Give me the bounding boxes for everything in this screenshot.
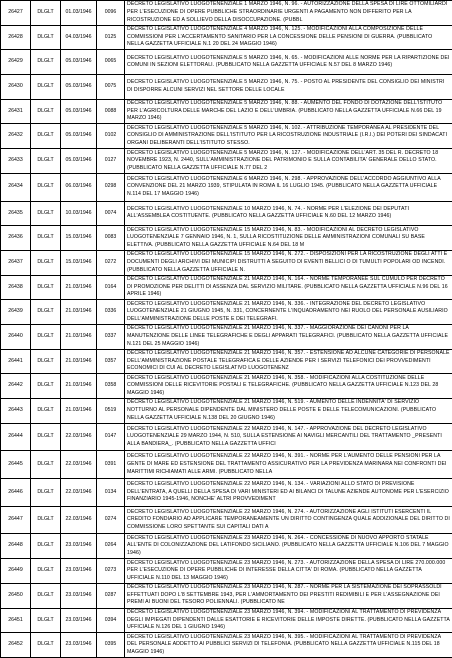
- act-number-cell: 0074: [97, 201, 125, 226]
- act-description-cell: DECRETO LEGISLATIVO LUOGOTENENZIALE 4 MARZO 1946, N. 125. - MODIFICAZIONI ALLA COMPOSIZIONE DELLE COMMISSIONI PER L'ACCERTAMENTO SANITARIO PER LA CONCESSIONE DELLE PENSIONI DI GUERRA. (PUBBLICATO NELLA GAZZETTA UFFICIALE N.1 20 DEL 24 MAGGIO 1946): [125, 25, 452, 50]
- act-number-cell: 0274: [97, 506, 125, 534]
- act-date-cell: 05.03/1946: [61, 149, 97, 174]
- table-row: [1, 124, 452, 149]
- act-description-cell: DECRETO LEGISLATIVO LUOGOTENENZIALE 21 MARZO 1946, N. 519. - AUMENTO DELLE INDENNITA' DI SERVIZIO NOTTURNO AL PERSONALE DIPENDENTE DAL MINISTERO DELLE POSTE E DELLE TELECOMUNICAZIONI. (PUBBLICATO NELLA GAZZETTA UFFICIALE N.138 DEL 20 GIUGNO 1946): [125, 399, 452, 424]
- act-type-cell: DLGLT: [31, 50, 61, 75]
- record-number-cell: 26433: [1, 149, 31, 174]
- act-type-cell: DLGLT: [31, 349, 61, 374]
- record-number-cell: 26447: [1, 506, 31, 534]
- table-row: [1, 201, 452, 226]
- act-date-cell: 21.03/1946: [61, 399, 97, 424]
- record-number-cell: 26450: [1, 583, 31, 608]
- act-number-cell: 0357: [97, 349, 125, 374]
- act-date-cell: 06.03/1946: [61, 173, 97, 201]
- act-number-cell: 0088: [97, 99, 125, 124]
- act-number-cell: 0391: [97, 451, 125, 479]
- act-description-cell: DECRETO LEGISLATIVO LUOGOTENENZIALE 1 MARZO 1946, N. 96. - AUTORIZZAZIONE DELLA SPESA DI LIRE OTTOMILIARDI PER L'ESECUZIONE DI OPERE PUBBLICHE STRAORDINARIE URGENTI A PAGAMENTO NON DIFFERITO PER LA RICOSTRUZIONE ED A SOLLIEVO DELLA DISOCCUPAZIONE. (PUBBL: [125, 1, 452, 26]
- act-description-cell: DECRETO LEGISLATIVO LUOGOTENENZIALE 23 MARZO 1946, N. 264. - CONCESSIONE DI NUOVO APPORTO STATALE ALL'ENTE DI COLONIZZAZIONE DEL LATIFONDO SICILIANO. (PUBBLICATO NELLA GAZZETTA UFFICIALE N.106 DEL 7 MAGGIO 1946): [125, 534, 452, 559]
- act-date-cell: 05.03/1946: [61, 124, 97, 149]
- table-row: [1, 149, 452, 174]
- record-number-cell: 26437: [1, 250, 31, 275]
- act-description-cell: DECRETO LEGISLATIVO LUOGOTENENZIALE 15 MARZO 1946, N. 272. - DISPOSIZIONI PER LA RICOSTRUZIONE DEGLI ATTI E DOCUMENTI DEGLI ARCHIVI DEI MUNICIPI DISTRUTTI A SEGUITO DI EVENTI BELLICI O DI TUMULTI POPOLARI OD INCENDI. (PUBBLICATO NELLA GAZZETTA UFFICIALE N.: [125, 250, 452, 275]
- act-description-cell: DECRETO LEGISLATIVO LUOGOTENENZIALE 5 MARZO 1946, N. 127. - MODIFICAZIONE DELL'ART. 35 DEL R. DECRETO 18 NOVEMBRE 1923, N. 2440, SULL'AMMINISTRAZIONE DEL PATRIMONIO E SULLA CONTABILITA' GENERALE DELLO STATO. (PUBBLICATO NELLA GAZZETTA UFFICIALE N.77 DEL 2: [125, 149, 452, 174]
- table-row: [1, 506, 452, 534]
- act-description-cell: DECRETO LEGISLATIVO LUOGOTENENZIALE 21 MARZO 1946, N. 357. - ESTENSIONE AD ALCUNE CATEGORIE DI PERSONALE DELL'AMMINISTRAZIONE POSTALE TELEGRAFICA E DELLE AZIENDE PER I SERVIZI TELEFONICI DEI PROVVEDIMENTI ECONOMICI DI CUI AL DECRETO LEGISLATIVO LUOGOTENENZ: [125, 349, 452, 374]
- record-number-cell: 26431: [1, 99, 31, 124]
- act-type-cell: DLGLT: [31, 201, 61, 226]
- act-number-cell: 0394: [97, 608, 125, 633]
- record-number-cell: 26449: [1, 559, 31, 584]
- record-number-cell: 26436: [1, 226, 31, 251]
- act-date-cell: 21.03/1946: [61, 349, 97, 374]
- table-row: [1, 559, 452, 584]
- act-date-cell: 21.03/1946: [61, 374, 97, 399]
- record-number-cell: 26452: [1, 633, 31, 658]
- record-number-cell: 26443: [1, 399, 31, 424]
- act-type-cell: DLGLT: [31, 534, 61, 559]
- act-number-cell: 0336: [97, 300, 125, 325]
- act-description-cell: DECRETO LEGISLATIVO LUOGOTENENZIALE 23 MARZO 1946, N. 273. - AUTORIZZAZIONE DELLA SPESA DI LIRE 270.000.000 PER L'ESECUZIONE DI OPERE PUBBLICHE DI INTERESSE DELLA CITTA' DI ROMA. (PUBBLICATO NELLA GAZZETTA UFFICIALE N.110 DEL 13 MAGGIO 1946): [125, 559, 452, 584]
- act-type-cell: DLGLT: [31, 583, 61, 608]
- act-description-cell: DECRETO LEGISLATIVO LUOGOTENENZIALE 22 MARZO 1946, N. 134. - VARIAZIONI ALLO STATO DI PREVISIONE DELL'ENTRATA, A QUELLI DELLA SPESA DI VARI MINISTERI ED AI BILANCI DI TALUNE AZIENDE AUTONOME PER L'ESERCIZIO FINANZIARIO 1945-1946, NONCHE' ALTRI PROVVEDIMENT: [125, 479, 452, 507]
- act-date-cell: 23.03/1946: [61, 583, 97, 608]
- act-description-cell: DECRETO LEGISLATIVO LUOGOTENENZIALE 21 MARZO 1946, N. 164. - NORME TEMPORANEE SUL CUMULO PER DECRETO DI PROMOZIONE PER DELITTI DI ASSENZA DAL SERVIZIO MILITARE. (PUBBLICATO NELLA GAZZETTA UFFICIALE N.96 DEL 16 APRILE 1946): [125, 275, 452, 300]
- act-number-cell: 0395: [97, 633, 125, 658]
- table-row: [1, 534, 452, 559]
- table-row: [1, 324, 452, 349]
- act-date-cell: 22.03/1946: [61, 506, 97, 534]
- table-row: [1, 99, 452, 124]
- act-number-cell: 0272: [97, 250, 125, 275]
- act-description-cell: DECRETO LEGISLATIVO LUOGOTENENZIALE 15 MARZO 1946, N. 83. - MODIFICAZIONI AL DECRETO LEGISLATIVO LUOGOTENENZIALE 7 GENNAIO 1946, N. 1, SULLA RICOSTITUZIONE DELLE AMMINISTRAZIONI COMUNALI SU BASE ELETTIVA. (PUBBLICATO NELLA GAZZETTA UFFICIALE N.64 DEL 18 M: [125, 226, 452, 251]
- act-number-cell: 0164: [97, 275, 125, 300]
- record-number-cell: 26446: [1, 479, 31, 507]
- table-row: [1, 349, 452, 374]
- act-type-cell: DLGLT: [31, 300, 61, 325]
- act-description-cell: DECRETO LEGISLATIVO LUOGOTENENZIALE 5 MARZO 1946, N. 75. - POSTO AL PRESIDENTE DEL CONSIGLIO DEI MINISTRI DI DISPORRE ALCUNI SERVIZI NEL SETTORE DELLE LOCALE: [125, 75, 452, 100]
- act-description-cell: DECRETO LEGISLATIVO LUOGOTENENZIALE 5 MARZO 1946, N. 65. - MODIFICAZIONI ALLE NORME PER LA RIPARTIZIONE DEI COMUNI IN SEZIONI ELETTORALI. (PUBBLICATO NELLA GAZZETTA UFFICIALE N.57 DEL 8 MARZO 1946): [125, 50, 452, 75]
- act-date-cell: 05.03/1946: [61, 50, 97, 75]
- act-number-cell: 0125: [97, 25, 125, 50]
- table-row: [1, 173, 452, 201]
- act-type-cell: DLGLT: [31, 423, 61, 451]
- act-description-cell: DECRETO LEGISLATIVO LUOGOTENENZIALE 23 MARZO 1946, N. 395. - MODIFICAZIONI AL TRATTAMENTO DI PREVIDENZA DEL PERSONALE ADDETTO AI PUBBLICI SERVIZI DI TELEFONIA. (PUBBLICATO NELLA GAZZETTA UFFICIALE N.115 DEL 18 MAGGIO 1946): [125, 633, 452, 658]
- act-number-cell: 0127: [97, 149, 125, 174]
- table-row: [1, 250, 452, 275]
- act-number-cell: 0102: [97, 124, 125, 149]
- act-number-cell: 0096: [97, 1, 125, 26]
- table-row: [1, 583, 452, 608]
- act-description-cell: DECRETO LEGISLATIVO LUOGOTENENZIALE 23 MARZO 1946, N. 287. - NORME PER LA SISTEMAZIONE DEI SOPRASSOLDI EFFETTUATI DOPO L'8 SETTEMBRE 1943, PER L'AMMORTAMENTO DEI PRESTITI REDIMIBILI E PER L'ASSEGNAZIONE DEI PREMI AI BUONI DEL TESORO POLIENNALI. (PUBBLICATO NE: [125, 583, 452, 608]
- act-date-cell: 10.03/1946: [61, 201, 97, 226]
- act-date-cell: 22.03/1946: [61, 451, 97, 479]
- act-number-cell: 0273: [97, 559, 125, 584]
- table-row: [1, 479, 452, 507]
- act-type-cell: DLGLT: [31, 324, 61, 349]
- record-number-cell: 26430: [1, 75, 31, 100]
- decree-rows: [1, 1, 452, 658]
- table-row: [1, 50, 452, 75]
- act-date-cell: 22.03/1946: [61, 479, 97, 507]
- act-description-cell: DECRETO LEGISLATIVO LUOGOTENENZIALE 22 MARZO 1946, N. 147. - APPROVAZIONE DEL DECRETO LEGISLATIVO LUOGOTENENZIALE 29 MARZO 1944, N. 510, SULLA ESTENSIONE AI NAVIGLI MERCANTILI DEL TRATTAMENTO _PRESENTI ALLA BANDIERA_. (PUBBLICATO NELLA GAZZETTA UFFICI: [125, 423, 452, 451]
- act-type-cell: DLGLT: [31, 124, 61, 149]
- act-type-cell: DLGLT: [31, 149, 61, 174]
- act-date-cell: 01.03/1946: [61, 1, 97, 26]
- act-type-cell: DLGLT: [31, 75, 61, 100]
- record-number-cell: 26427: [1, 1, 31, 26]
- act-date-cell: 22.03/1946: [61, 423, 97, 451]
- act-type-cell: DLGLT: [31, 374, 61, 399]
- act-description-cell: DECRETO LEGISLATIVO LUOGOTENENZIALE 22 MARZO 1946, N. 274. - AUTORIZZAZIONE AGLI ISTITUTI ESERCENTI IL CREDITO FONDIARIO AD APPLICARE TEMPORANEAMENTE UN DIRITTO CONTINGENZA QUALE ADDIZIONALE DEL DIRITTO DI COMMISSIONE LORO SPETTANTE SUI CAPITALI DATI A: [125, 506, 452, 534]
- record-number-cell: 26442: [1, 374, 31, 399]
- act-date-cell: 21.03/1946: [61, 324, 97, 349]
- act-type-cell: DLGLT: [31, 99, 61, 124]
- act-description-cell: DECRETO LEGISLATIVO LUOGOTENENZIALE 10 MARZO 1946, N. 74. - NORME PER L'ELEZIONE DEI DEPUTATI ALL'ASSEMBLEA COSTITUENTE. (PUBBLICATO NELLA GAZZETTA UFFICIALE N.60 DEL 12 MARZO 1946): [125, 201, 452, 226]
- act-number-cell: 0065: [97, 50, 125, 75]
- act-type-cell: DLGLT: [31, 25, 61, 50]
- act-type-cell: DLGLT: [31, 226, 61, 251]
- act-number-cell: 0134: [97, 479, 125, 507]
- act-date-cell: 23.03/1946: [61, 633, 97, 658]
- act-number-cell: 0358: [97, 374, 125, 399]
- act-number-cell: 0264: [97, 534, 125, 559]
- record-number-cell: 26434: [1, 173, 31, 201]
- record-number-cell: 26448: [1, 534, 31, 559]
- act-number-cell: 0519: [97, 399, 125, 424]
- act-date-cell: 05.03/1946: [61, 99, 97, 124]
- table-row: [1, 1, 452, 26]
- act-type-cell: DLGLT: [31, 506, 61, 534]
- act-description-cell: DECRETO LEGISLATIVO LUOGOTENENZIALE 21 MARZO 1946, N. 337. - MAGGIORAZIONE DEI CANONI PER LA MANUTENZIONE DELLE LINEE TELEGRAFICHE E DEGLI APPARATI TELEGRAFICI. (PUBBLICATO NELLA GAZZETTA UFFICIALE N.121 DEL 25 MAGGIO 1946): [125, 324, 452, 349]
- table-row: [1, 423, 452, 451]
- table-row: [1, 300, 452, 325]
- act-number-cell: 0075: [97, 75, 125, 100]
- act-type-cell: DLGLT: [31, 479, 61, 507]
- act-date-cell: 23.03/1946: [61, 534, 97, 559]
- record-number-cell: 26439: [1, 300, 31, 325]
- record-number-cell: 26429: [1, 50, 31, 75]
- act-date-cell: 23.03/1946: [61, 559, 97, 584]
- act-number-cell: 0147: [97, 423, 125, 451]
- record-number-cell: 26451: [1, 608, 31, 633]
- record-number-cell: 26435: [1, 201, 31, 226]
- act-type-cell: DLGLT: [31, 633, 61, 658]
- table-row: [1, 633, 452, 658]
- table-row: [1, 75, 452, 100]
- act-description-cell: DECRETO LEGISLATIVO LUOGOTENENZIALE 5 MARZO 1946, N. 102. - ATTRIBUZIONE TEMPORANEA AL PRESIDENTE DEL CONSIGLIO DI AMMINISTRAZIONE DELL'ISTITUTO PER LA RICOSTRUZIONE INDUSTRIALE (I.R.I.) DEI POTERI DEI SINDACATI ORGANI DELIBERANTI DELL'ISTITUTO STESSO.: [125, 124, 452, 149]
- act-date-cell: 05.03/1946: [61, 75, 97, 100]
- record-number-cell: 26444: [1, 423, 31, 451]
- act-description-cell: DECRETO LEGISLATIVO LUOGOTENENZIALE 6 MARZO 1946, N. 298. - APPROVAZIONE DELL'ACCORDO AGGIUNTIVO ALLA CONVENZIONE DEL 21 MARZO 1939, STIPULATA IN ROMA IL 16 LUGLIO 1945. (PUBBLICATO NELLA GAZZETTA UFFICIALE N.114 DEL 17 MAGGIO 1946): [125, 173, 452, 201]
- table-row: [1, 25, 452, 50]
- act-date-cell: 04.03/1946: [61, 25, 97, 50]
- record-number-cell: 26432: [1, 124, 31, 149]
- record-number-cell: 26441: [1, 349, 31, 374]
- act-type-cell: DLGLT: [31, 173, 61, 201]
- table-row: [1, 608, 452, 633]
- table-row: [1, 275, 452, 300]
- act-description-cell: DECRETO LEGISLATIVO LUOGOTENENZIALE 21 MARZO 1946, N. 336. - INTEGRAZIONE DEL DECRETO LEGISLATIVO LUOGOTENENZIALE 21 GIUGNO 1945, N. 331, CONCERNENTE L'INQUADRAMENTO NEI RUOLO DEL PERSONALE AUSILIARIO DELL'AMMINISTRAZIONE DELLE POSTE E DEI TELEGRAFI.: [125, 300, 452, 325]
- act-number-cell: 0083: [97, 226, 125, 251]
- act-date-cell: 23.03/1946: [61, 608, 97, 633]
- record-number-cell: 26428: [1, 25, 31, 50]
- record-number-cell: 26440: [1, 324, 31, 349]
- act-date-cell: 21.03/1946: [61, 300, 97, 325]
- act-type-cell: DLGLT: [31, 399, 61, 424]
- act-date-cell: 15.03/1946: [61, 250, 97, 275]
- act-description-cell: DECRETO LEGISLATIVO LUOGOTENENZIALE 5 MARZO 1946, N. 88. - AUMENTO DEL FONDO DI DOTAZIONE DELL'ISTITUTO PER L'AGRICOLTURA DELLE MARCHE DEL LAZIO E DELL'UMBRIA. (PUBBLICATO NELLA GAZZETTA UFFICIALE N.66 DEL 19 MARZO 1946): [125, 99, 452, 124]
- act-date-cell: 15.03/1946: [61, 226, 97, 251]
- act-description-cell: DECRETO LEGISLATIVO LUOGOTENENZIALE 21 MARZO 1946, N. 358. - MODIFICAZIONI ALLA COSTITUZIONE DELLE COMMISSIONI DELLE RICEVITORIE POSTALI E TELEGRAFICHE. (PUBBLICATO NELLA GAZZETTA UFFICIALE N.123 DEL 28 MAGGIO 1946): [125, 374, 452, 399]
- act-type-cell: DLGLT: [31, 250, 61, 275]
- table-row: [1, 374, 452, 399]
- act-description-cell: DECRETO LEGISLATIVO LUOGOTENENZIALE 22 MARZO 1946, N. 391. - NORME PER L'AUMENTO DELLE PENSIONI PER LA GENTE DI MARE ED ESTENSIONE DEL TRATTAMENTO ASSICURATIVO PER LA PREVIDENZA MARINARA NEI CONFRONTI DEI MARITTIMI RICHIAMATI ALLE ARMI. (PUBBLICATO NELLA: [125, 451, 452, 479]
- act-type-cell: DLGLT: [31, 451, 61, 479]
- table-row: [1, 226, 452, 251]
- act-number-cell: 0298: [97, 173, 125, 201]
- record-number-cell: 26445: [1, 451, 31, 479]
- act-number-cell: 0287: [97, 583, 125, 608]
- act-type-cell: DLGLT: [31, 275, 61, 300]
- act-type-cell: DLGLT: [31, 608, 61, 633]
- act-description-cell: DECRETO LEGISLATIVO LUOGOTENENZIALE 23 MARZO 1946, N. 394. - MODIFICAZIONI AL TRATTAMENTO DI PREVIDENZA DEGLI IMPIEGATI DIPENDENTI DALLE ESATTORIE E RICEVITORIE DELLE IMPOSTE DIRETTE. (PUBBLICATO NELLA GAZZETTA UFFICIALE N.126 DEL 1 GIUGNO 1946): [125, 608, 452, 633]
- act-date-cell: 21.03/1946: [61, 275, 97, 300]
- act-number-cell: 0337: [97, 324, 125, 349]
- act-type-cell: DLGLT: [31, 559, 61, 584]
- act-type-cell: DLGLT: [31, 1, 61, 26]
- table-row: [1, 451, 452, 479]
- table-row: [1, 399, 452, 424]
- record-number-cell: 26438: [1, 275, 31, 300]
